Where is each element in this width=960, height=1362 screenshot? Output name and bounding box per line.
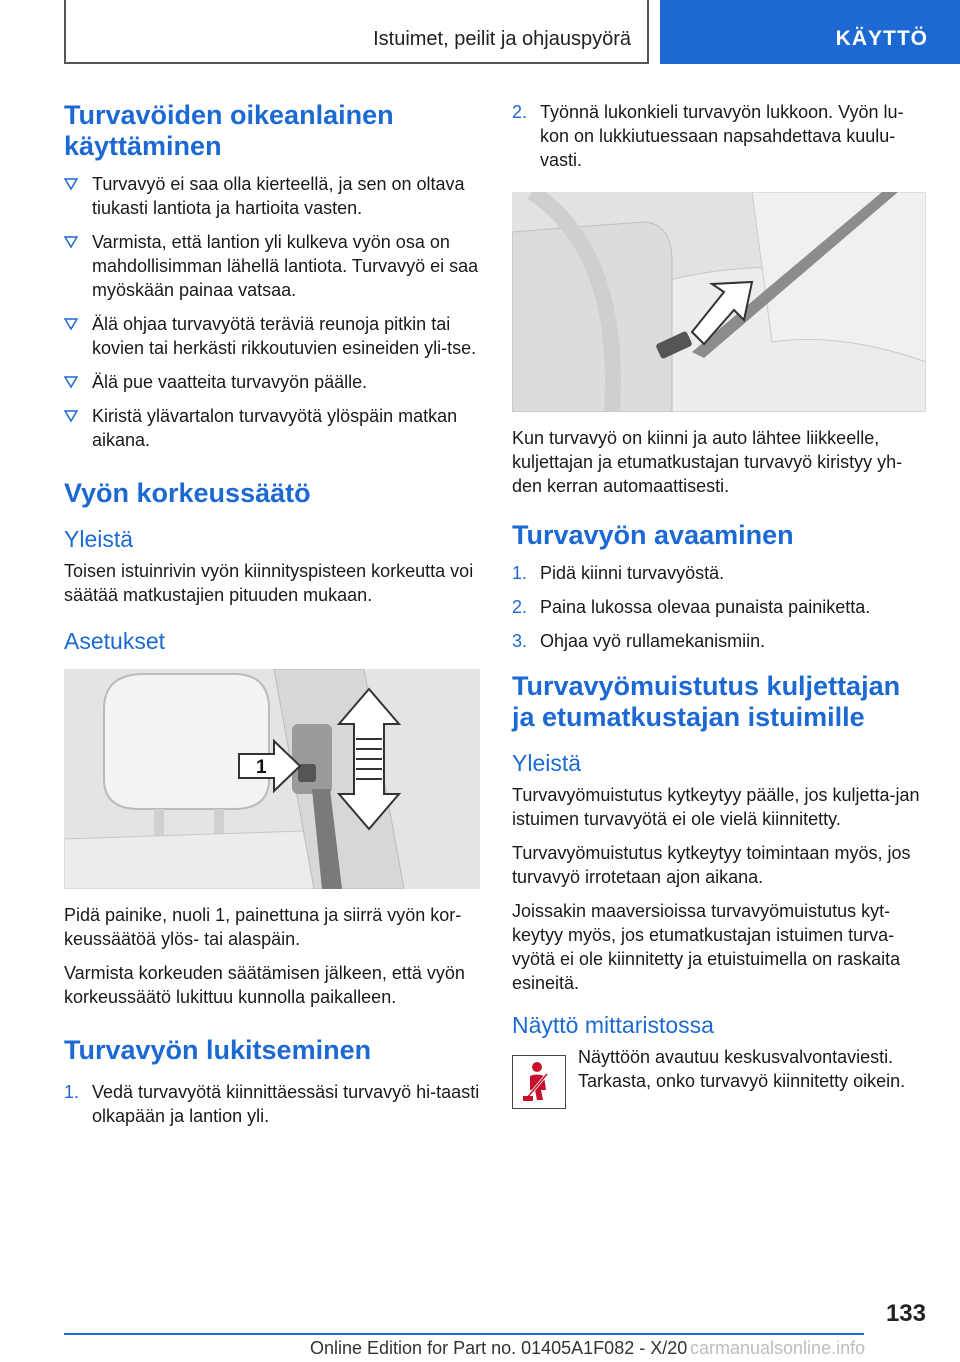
step-number: 1. [64,1082,80,1102]
heading-proper-use: Turvavöiden oikeanlainen käyttäminen [64,100,394,161]
footer-edition: Online Edition for Part no. 01405A1F082 - X/20 [310,1338,688,1358]
header-section-box [64,0,649,64]
step-text: Työnnä lukonkieli turvavyön lukkoon. Vyön lu-kon on lukkiutuessaan napsahdettava kuulu-vasti. [540,102,904,170]
heading-settings: Asetukset [64,628,165,654]
heading-display: Näyttö mittaristossa [512,1012,714,1038]
step-text: Vedä turvavyötä kiinnittäessäsi turvavyö hi-taasti olkapään ja lantion yli. [92,1082,480,1126]
footer-watermark: carmanualsonline.info [690,1338,866,1358]
list-item [64,370,480,394]
header-section-title: Istuimet, peilit ja ohjauspyörä [373,28,631,50]
list-item-text: Kiristä ylävartalon turvavyötä ylöspäin matkan aikana. [92,406,458,450]
paragraph-reminder-2: Turvavyömuistutus kytkeytyy toimintaan myös, jos turvavyö irrotetaan ajon aikana. [512,843,911,887]
step-text: Ohjaa vyö rullamekanismiin. [540,631,766,651]
header-chapter-title: KÄYTTÖ [835,27,928,50]
warning-display-row [512,1045,924,1105]
bullet-triangle-icon [64,409,78,423]
left-column [64,100,480,1140]
paragraph-check-lock: Varmista korkeuden säätämisen jälkeen, että vyön korkeussäätö lukittuu kunnolla paikalleen. [64,963,465,1007]
step-text: Pidä kiinni turvavyöstä. [540,563,725,583]
bullet-triangle-icon [64,235,78,249]
list-item [512,561,924,585]
belt-buckle-illustration [512,192,926,412]
header-chapter-tab [660,0,960,64]
list-item-text: Älä ohjaa turvavyötä teräviä reunoja pitkin tai kovien tai herkästi rikkoutuvien esineiden yli-tse. [92,314,477,358]
list-item [64,404,480,452]
bullet-triangle-icon [64,317,78,331]
step-number: 1. [512,563,528,583]
step-number: 2. [512,102,528,122]
warning-display-text: Näyttöön avautuu keskusvalvontaviesti. Tarkasta, onko turvavyö kiinnitetty oikein. [578,1047,906,1091]
list-item [64,312,480,360]
heading-unfastening: Turvavyön avaaminen [512,520,794,550]
right-column [512,100,924,1105]
page-number: 133 [885,1300,926,1327]
paragraph-reminder-3: Joissakin maaversioissa turvavyömuistutus kyt-keytyy myös, jos etumatkustajan istuimen turva-vyötä ei ole kiinnitetty ja etuistuimella on raskaita esineitä. [512,901,901,993]
list-item [512,629,924,653]
heading-reminder: Turvavyömuistutus kuljettajan ja etumatkustajan istuimille [512,671,901,732]
heading-fastening: Turvavyön lukitseminen [64,1035,372,1065]
list-item [64,172,480,220]
fasten-steps-list-continued [512,100,924,172]
paragraph-general: Toisen istuinrivin vyön kiinnityspisteen korkeutta voi säätää matkustajien pituuden mukaan. [64,561,474,605]
heading-height-adjust: Vyön korkeussäätö [64,478,311,508]
heading-general: Yleistä [64,526,134,552]
heading-general-right: Yleistä [512,750,582,776]
bullet-triangle-icon [64,177,78,191]
figure-label-1: 1 [256,757,267,778]
unfasten-steps-list [512,561,924,653]
list-item-text: Varmista, että lantion yli kulkeva vyön osa on mahdollisimman lähellä lantiota. Turvavyö ei saa myöskään painaa vatsaa. [92,232,479,300]
belt-height-illustration [64,669,480,889]
step-number: 2. [512,597,528,617]
list-item [512,100,924,172]
list-item [512,595,924,619]
paragraph-press-button: Pidä painike, nuoli 1, painettuna ja siirrä vyön kor-keussäätöä ylös- tai alaspäin. [64,905,462,949]
belt-height-figure [64,669,480,889]
seatbelt-warning-icon [512,1055,566,1109]
proper-use-list [64,172,480,452]
step-number: 3. [512,631,528,651]
step-text: Paina lukossa olevaa punaista painiketta. [540,597,871,617]
fasten-steps-list [64,1080,480,1128]
list-item [64,230,480,302]
bullet-triangle-icon [64,375,78,389]
footer-divider [64,1333,864,1335]
list-item-text: Älä pue vaatteita turvavyön päälle. [92,372,368,392]
belt-buckle-figure [512,192,926,412]
list-item [64,1080,480,1128]
paragraph-auto-tension: Kun turvavyö on kiinni ja auto lähtee liikkeelle, kuljettajan ja etumatkustajan turvavyö kiristyy yh-den kerran automaattisesti. [512,428,903,496]
paragraph-reminder-1: Turvavyömuistutus kytkeytyy päälle, jos kuljetta-jan istuimen turvavyötä ei ole vielä kiinnitetty. [512,785,920,829]
list-item-text: Turvavyö ei saa olla kierteellä, ja sen on oltava tiukasti lantiota ja hartioita vasten. [92,174,465,218]
